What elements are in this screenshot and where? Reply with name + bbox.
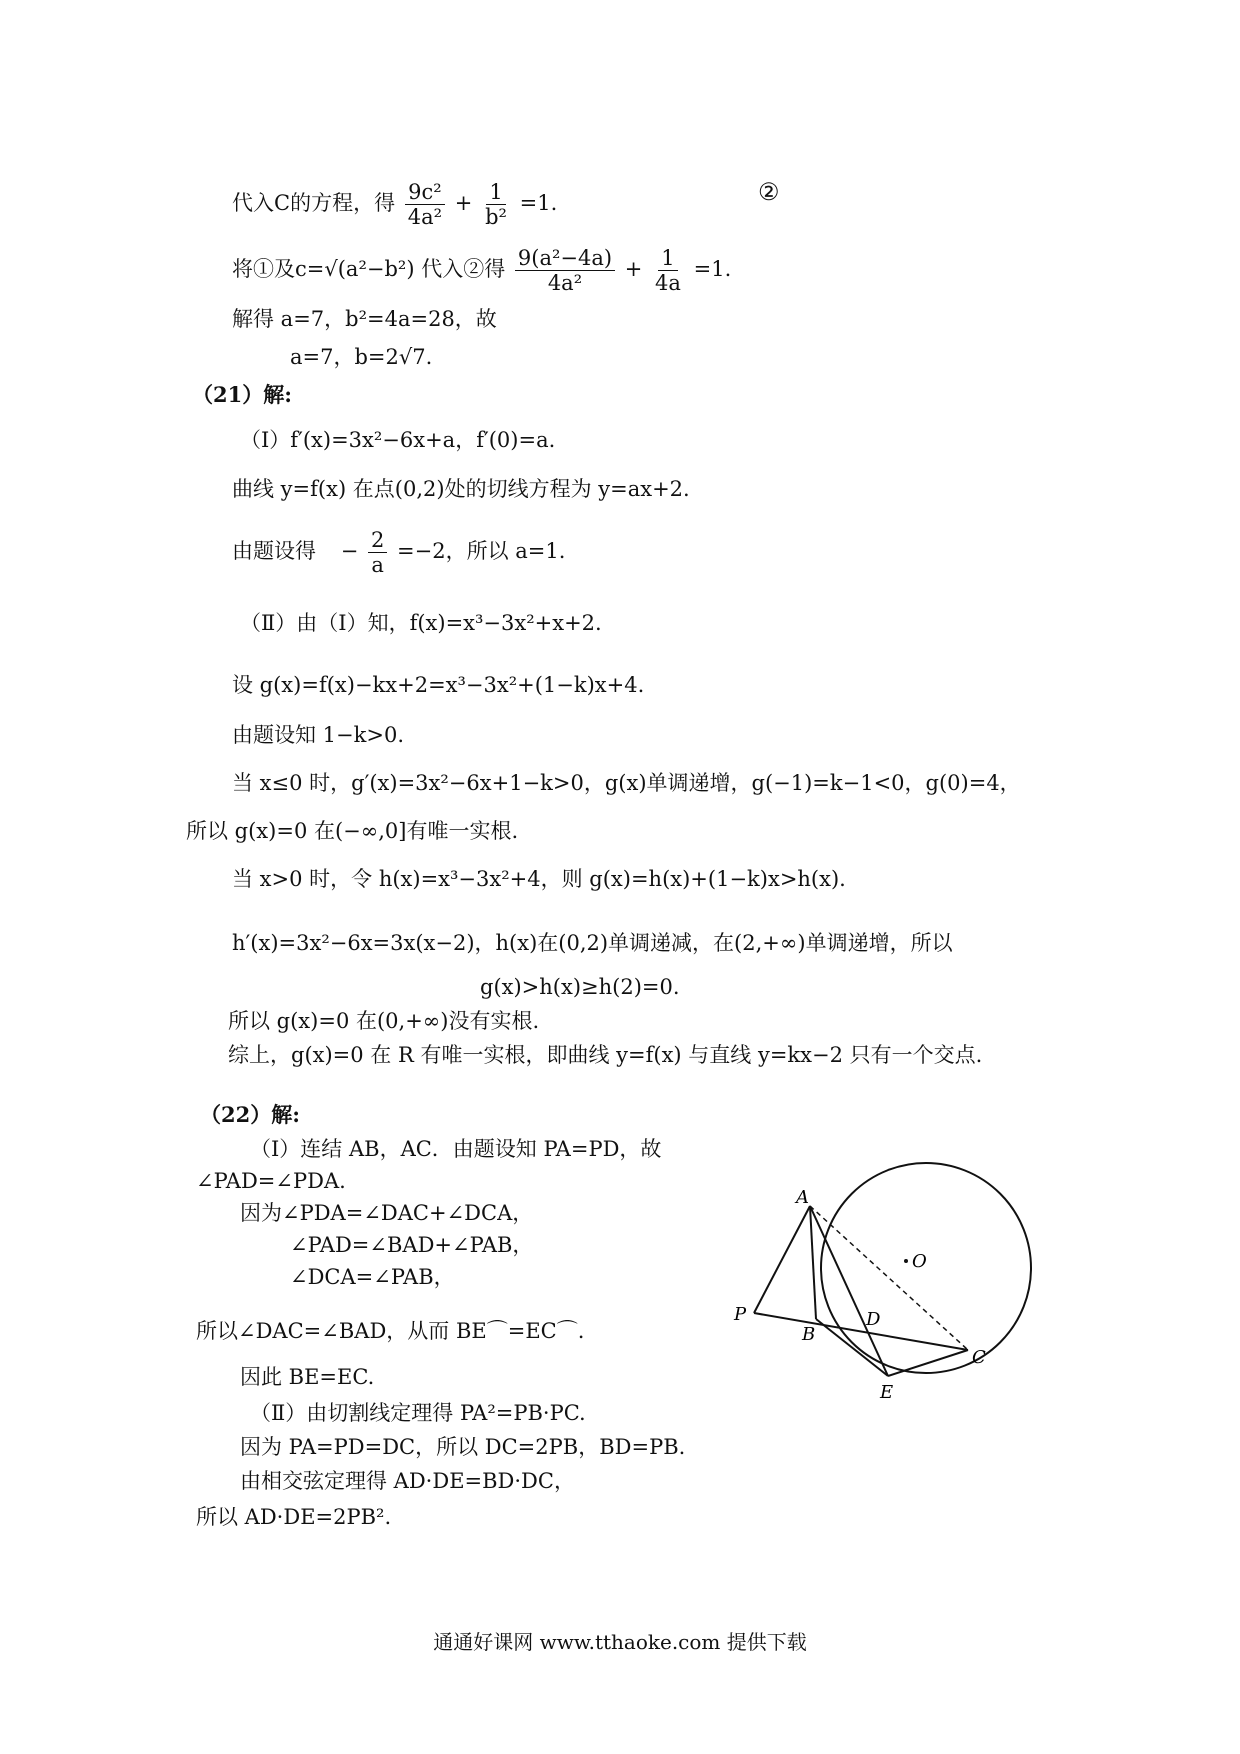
- text-line: ∠PAD=∠BAD+∠PAB，: [290, 1233, 534, 1257]
- equation-line: [232, 246, 731, 295]
- label-c: C: [972, 1347, 986, 1368]
- text-line: 综上，g(x)=0 在 R 有唯一实根，即曲线 y=f(x) 与直线 y=kx−2 只有一个交点.: [228, 1043, 983, 1067]
- equation-text: =1.: [519, 191, 558, 216]
- numerator: 1: [658, 246, 677, 271]
- denominator: a: [371, 553, 384, 578]
- text-line: 曲线 y=f(x) 在点(0,2)处的切线方程为 y=ax+2.: [232, 477, 690, 501]
- text-line: ∠PAD=∠PDA.: [196, 1169, 346, 1193]
- equation-text: =−2，所以 a=1.: [397, 539, 566, 564]
- label-d: D: [866, 1309, 881, 1330]
- text-line: a=7，b=2√7.: [290, 345, 433, 369]
- denominator: b²: [485, 205, 507, 230]
- fraction: [652, 246, 684, 295]
- text-line: 由题设知 1−k>0.: [232, 723, 404, 747]
- text-line: 因为∠PDA=∠DAC+∠DCA，: [240, 1201, 534, 1225]
- segment-pa: [754, 1206, 810, 1313]
- operator: +: [454, 191, 473, 216]
- numerator: 1: [486, 180, 505, 205]
- geometry-figure: [720, 1155, 1060, 1425]
- footer-text: 通通好课网 www.tthaoke.com 提供下载: [433, 1630, 807, 1654]
- text-line: 设 g(x)=f(x)−kx+2=x³−3x²+(1−k)x+4.: [232, 673, 645, 697]
- segment-ab: [810, 1206, 816, 1319]
- denominator: 4a²: [407, 205, 443, 230]
- denominator: 4a²: [547, 271, 583, 296]
- text-line: 所以 AD·DE=2PB².: [196, 1505, 392, 1529]
- label-o: O: [912, 1251, 927, 1272]
- equation-text: 将①及c=√(a²−b²) 代入②得: [232, 257, 506, 282]
- equation-text: 代入C的方程，得: [232, 191, 396, 216]
- fraction: [405, 180, 445, 229]
- text-line: ∠DCA=∠PAB，: [290, 1265, 455, 1289]
- section-heading: （21）解:: [192, 382, 292, 407]
- numerator: 9(a²−4a): [515, 246, 615, 271]
- label-a: A: [796, 1187, 809, 1208]
- text-line: g(x)>h(x)≥h(2)=0.: [480, 975, 680, 999]
- equation-text: =1.: [693, 257, 732, 282]
- equation-line: [232, 528, 565, 577]
- label-p: P: [734, 1304, 747, 1325]
- numerator: 2: [368, 528, 387, 553]
- center-point: [904, 1259, 908, 1263]
- text-line: 所以 g(x)=0 在(−∞,0]有唯一实根.: [186, 819, 519, 843]
- fraction: [515, 246, 615, 295]
- denominator: 4a: [655, 271, 681, 296]
- text-line: h′(x)=3x²−6x=3x(x−2)，h(x)在(0,2)单调递减，在(2,+∞)单调递增，所以: [232, 931, 953, 955]
- numerator: 9c²: [405, 180, 445, 205]
- text-line: 当 x≤0 时，g′(x)=3x²−6x+1−k>0，g(x)单调递增，g(−1)=k−1<0，g(0)=4，: [232, 771, 1021, 795]
- text-line: 由相交弦定理得 AD·DE=BD·DC，: [240, 1469, 575, 1493]
- equation-line: [232, 180, 557, 229]
- fraction: [368, 528, 387, 577]
- fraction: [482, 180, 510, 229]
- text-line: 所以 g(x)=0 在(0,+∞)没有实根.: [228, 1009, 540, 1033]
- text-line: 所以∠DAC=∠BAD，从而 BE⌒=EC⌒.: [196, 1319, 585, 1343]
- operator: +: [624, 257, 643, 282]
- text-line: 当 x>0 时，令 h(x)=x³−3x²+4，则 g(x)=h(x)+(1−k)x>h(x).: [232, 867, 846, 891]
- text-line: 因为 PA=PD=DC，所以 DC=2PB，BD=PB.: [240, 1435, 686, 1459]
- label-e: E: [880, 1382, 894, 1403]
- equation-text: 由题设得: [232, 539, 316, 564]
- segment-ac: [810, 1206, 968, 1350]
- label-b: B: [802, 1324, 816, 1345]
- segment-ae: [810, 1206, 888, 1376]
- equation-marker: ②: [758, 178, 780, 206]
- text-line: （Ⅰ）连结 AB，AC．由题设知 PA=PD，故: [250, 1137, 662, 1161]
- text-line: （Ⅱ）由（Ⅰ）知，f(x)=x³−3x²+x+2.: [240, 611, 602, 635]
- section-heading: （22）解:: [200, 1102, 300, 1127]
- minus-sign: −: [340, 539, 359, 564]
- text-line: 因此 BE=EC.: [240, 1365, 375, 1389]
- text-line: （Ⅱ）由切割线定理得 PA²=PB·PC.: [250, 1401, 586, 1425]
- text-line: 解得 a=7，b²=4a=28，故: [232, 307, 497, 331]
- text-line: （Ⅰ）f′(x)=3x²−6x+a，f′(0)=a.: [240, 428, 556, 452]
